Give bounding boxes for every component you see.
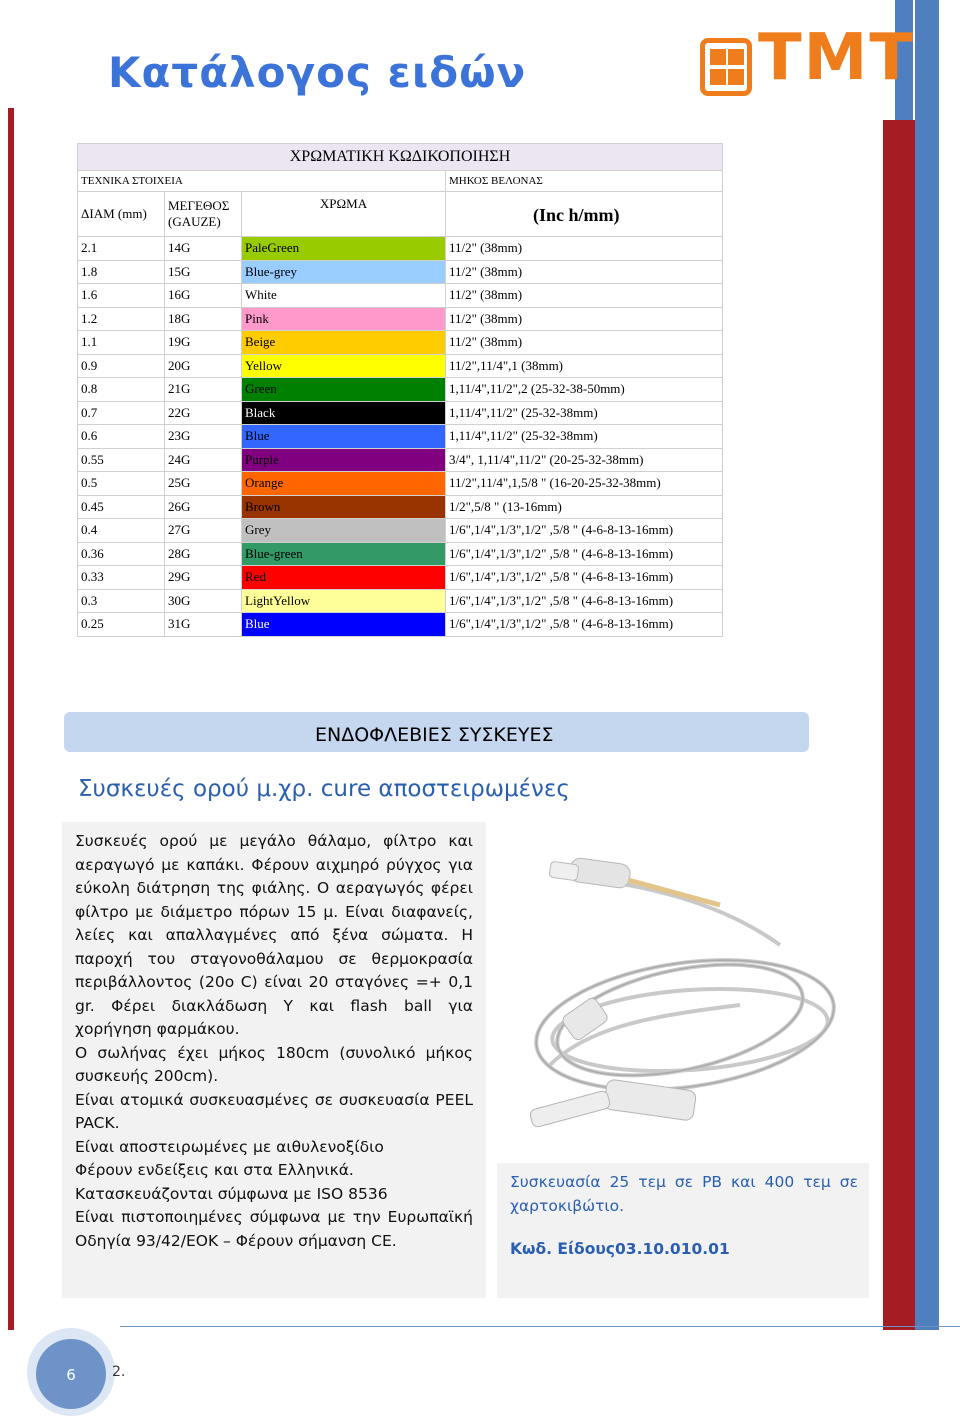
- color-cell: Blue-grey: [242, 260, 446, 284]
- size-cell: 14G: [165, 237, 242, 261]
- description-paragraph: Κατασκευάζονται σύμφωνα με ISO 8536: [75, 1184, 388, 1203]
- length-cell: 3/4", 1,11/4",11/2" (20-25-32-38mm): [446, 448, 723, 472]
- table-row: [78, 425, 723, 449]
- size-cell: 27G: [165, 519, 242, 543]
- table-row: [78, 354, 723, 378]
- color-cell: Black: [242, 401, 446, 425]
- color-cell: Yellow: [242, 354, 446, 378]
- right-red-bar: [883, 120, 915, 1330]
- product-code: Κωδ. Είδους03.10.010.01: [510, 1240, 730, 1258]
- length-cell: 11/2" (38mm): [446, 331, 723, 355]
- table-row: [78, 307, 723, 331]
- diam-cell: 0.3: [78, 589, 165, 613]
- length-cell: 1/2",5/8 " (13-16mm): [446, 495, 723, 519]
- diam-cell: 0.4: [78, 519, 165, 543]
- length-cell: 11/2" (38mm): [446, 237, 723, 261]
- table-row: [78, 589, 723, 613]
- color-cell: Purple: [242, 448, 446, 472]
- size-cell: 18G: [165, 307, 242, 331]
- diam-cell: 0.45: [78, 495, 165, 519]
- description-paragraph: Συσκευές ορού με μεγάλο θάλαμο, φίλτρο και αεραγωγό με καπάκι. Φέρουν αιχμηρό ρύγχος για εύκολη διάτρηση της φιάλης. Ο αεραγωγός φέρει φίλτρο με διάμετρο πόρων 15 μ. Είναι διαφανείς, λείες και απαλλαγμένες από ξένα σώματα. Η παροχή του σταγονοθάλαμου σε θερμοκρασία περιβάλλοντος (20ο C) είναι 20 σταγόνες =+ 0,1 gr. Φέρει διακλάδωση Y και flash ball για χορήγηση φαρμάκου.: [75, 832, 473, 1038]
- company-logo: [700, 18, 915, 98]
- page-number: 6: [66, 1366, 76, 1384]
- size-cell: 23G: [165, 425, 242, 449]
- size-cell: 25G: [165, 472, 242, 496]
- color-cell: Beige: [242, 331, 446, 355]
- length-cell: 1/6",1/4",1/3",1/2" ,5/8 " (4-6-8-13-16mm): [446, 519, 723, 543]
- size-cell: 24G: [165, 448, 242, 472]
- diam-cell: 0.8: [78, 378, 165, 402]
- length-cell: 1/6",1/4",1/3",1/2" ,5/8 " (4-6-8-13-16mm): [446, 542, 723, 566]
- color-cell: Blue: [242, 613, 446, 637]
- diam-cell: 0.25: [78, 613, 165, 637]
- footer-divider: [120, 1326, 960, 1327]
- size-cell: 21G: [165, 378, 242, 402]
- table-row: [78, 613, 723, 637]
- iv-set-product-image: [510, 835, 855, 1135]
- description-paragraph: Είναι πιστοποιημένες σύμφωνα με την Ευρωπαϊκή Οδηγία 93/42/ΕΟΚ – Φέρουν σήμανση CE.: [75, 1208, 473, 1250]
- table-row: [78, 378, 723, 402]
- diam-cell: 0.7: [78, 401, 165, 425]
- color-cell: LightYellow: [242, 589, 446, 613]
- color-cell: Orange: [242, 472, 446, 496]
- length-cell: 1/6",1/4",1/3",1/2" ,5/8 " (4-6-8-13-16mm): [446, 589, 723, 613]
- color-cell: White: [242, 284, 446, 308]
- description-paragraph: Ο σωλήνας έχει μήκος 180cm (συνολικό μήκος συσκευής 200cm).: [75, 1043, 473, 1085]
- logo-mark-icon: [700, 38, 752, 96]
- diam-cell: 1.6: [78, 284, 165, 308]
- length-cell: 1/6",1/4",1/3",1/2" ,5/8 " (4-6-8-13-16mm): [446, 613, 723, 637]
- color-coding-table: [77, 143, 723, 637]
- table-row: [78, 448, 723, 472]
- color-cell: Brown: [242, 495, 446, 519]
- description-paragraph: Είναι ατομικά συσκευασμένες σε συσκευασία PEEL PACK.: [75, 1090, 473, 1132]
- size-cell: 19G: [165, 331, 242, 355]
- length-cell: 11/2",11/4",1 (38mm): [446, 354, 723, 378]
- diam-cell: 1.8: [78, 260, 165, 284]
- table-row: [78, 401, 723, 425]
- table-row: [78, 260, 723, 284]
- diam-cell: 0.9: [78, 354, 165, 378]
- length-cell: 11/2" (38mm): [446, 284, 723, 308]
- length-cell: 1,11/4",11/2",2 (25-32-38-50mm): [446, 378, 723, 402]
- size-cell: 31G: [165, 613, 242, 637]
- right-blue-bar: [915, 0, 939, 1330]
- table-row: [78, 331, 723, 355]
- size-header: ΜΕΓΕΘΟΣ (GAUZE): [165, 192, 242, 237]
- diam-cell: 1.2: [78, 307, 165, 331]
- color-cell: Green: [242, 378, 446, 402]
- color-header: ΧΡΩΜΑ: [242, 192, 446, 237]
- table-row: [78, 472, 723, 496]
- length-cell: 11/2" (38mm): [446, 260, 723, 284]
- length-cell: 1/6",1/4",1/3",1/2" ,5/8 " (4-6-8-13-16mm): [446, 566, 723, 590]
- diam-cell: 0.6: [78, 425, 165, 449]
- color-cell: Grey: [242, 519, 446, 543]
- size-cell: 22G: [165, 401, 242, 425]
- length-cell: 11/2" (38mm): [446, 307, 723, 331]
- size-cell: 29G: [165, 566, 242, 590]
- diam-cell: 0.55: [78, 448, 165, 472]
- size-cell: 20G: [165, 354, 242, 378]
- table-title: ΧΡΩΜΑΤΙΚΗ ΚΩΔΙΚΟΠΟΙΗΣΗ: [78, 144, 723, 171]
- left-decorative-bar: [8, 108, 14, 1330]
- color-cell: Blue: [242, 425, 446, 449]
- diam-header: ΔΙΑΜ (mm): [78, 192, 165, 237]
- description-paragraph: Φέρουν ενδείξεις και στα Ελληνικά.: [75, 1161, 354, 1179]
- length-cell: 11/2",11/4",1,5/8 " (16-20-25-32-38mm): [446, 472, 723, 496]
- color-cell: Red: [242, 566, 446, 590]
- page-title: Κατάλογος ειδών: [108, 48, 527, 97]
- diam-cell: 0.5: [78, 472, 165, 496]
- logo-text: TMT: [758, 21, 915, 95]
- color-cell: Pink: [242, 307, 446, 331]
- table-row: [78, 284, 723, 308]
- color-cell: Blue-green: [242, 542, 446, 566]
- size-cell: 28G: [165, 542, 242, 566]
- table-row: [78, 519, 723, 543]
- table-row: [78, 542, 723, 566]
- length-unit-label: (Inc h/mm): [533, 205, 620, 225]
- packaging-text: Συσκευασία 25 τεμ σε PB και 400 τεμ σε χαρτοκιβώτιο.: [510, 1173, 858, 1215]
- table-row: [78, 237, 723, 261]
- product-subtitle: Συσκευές ορού μ.χρ. cure αποστειρωμένες: [78, 776, 570, 802]
- size-cell: 26G: [165, 495, 242, 519]
- tech-header: ΤΕΧΝΙΚΑ ΣΤΟΙΧΕΙΑ: [78, 171, 446, 192]
- diam-cell: 0.33: [78, 566, 165, 590]
- section-title: ΕΝΔΟΦΛΕΒΙΕΣ ΣΥΣΚΕΥΕΣ: [315, 724, 554, 746]
- size-cell: 15G: [165, 260, 242, 284]
- length-header: ΜΗΚΟΣ ΒΕΛΟΝΑΣ: [446, 171, 723, 192]
- table-row: [78, 566, 723, 590]
- color-cell: PaleGreen: [242, 237, 446, 261]
- length-cell: 1,11/4",11/2" (25-32-38mm): [446, 401, 723, 425]
- length-cell: 1,11/4",11/2" (25-32-38mm): [446, 425, 723, 449]
- footer-text: 2.: [112, 1364, 126, 1380]
- diam-cell: 0.36: [78, 542, 165, 566]
- size-cell: 16G: [165, 284, 242, 308]
- diam-cell: 1.1: [78, 331, 165, 355]
- product-description: [75, 830, 473, 1253]
- diam-cell: 2.1: [78, 237, 165, 261]
- table-row: [78, 495, 723, 519]
- description-paragraph: Είναι αποστειρωμένες με αιθυλενοξίδιο: [75, 1137, 384, 1156]
- size-cell: 30G: [165, 589, 242, 613]
